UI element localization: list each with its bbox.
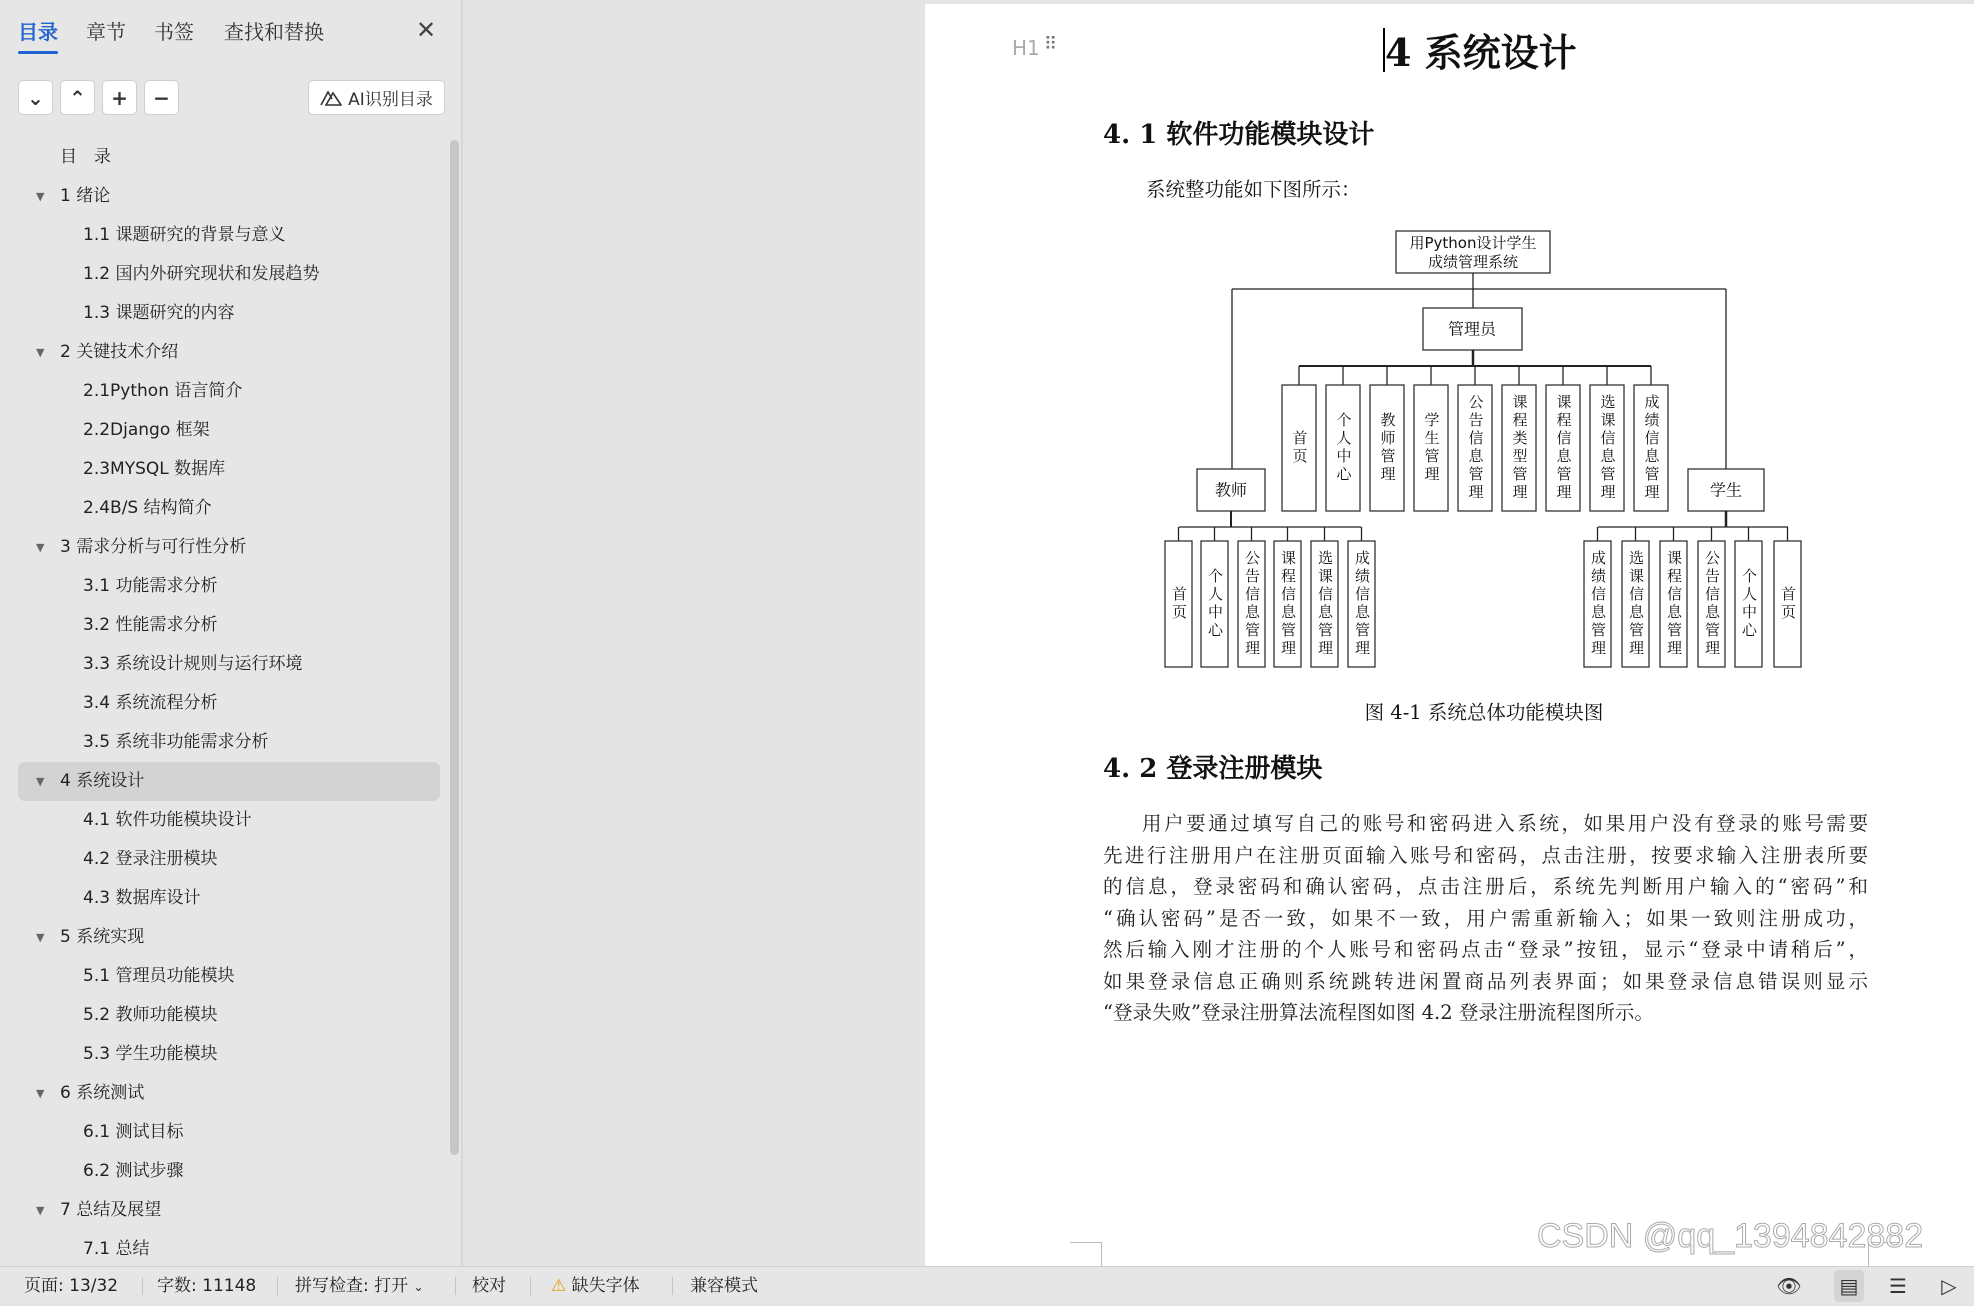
toc-item-label: 5 系统实现 <box>60 927 145 947</box>
node-label-box <box>1584 541 1611 667</box>
collapse-triangle-icon[interactable]: ▼ <box>36 931 45 944</box>
ai-toc-label: AI识别目录 <box>348 90 433 110</box>
paragraph-line: 然后输入刚才注册的个人账号和密码点击“登录”按钮，显示“登录中请稍后”， <box>1103 938 1868 961</box>
collapse-triangle-icon[interactable]: ▼ <box>36 775 45 788</box>
node-label: 个人中心 <box>1740 568 1758 640</box>
node-label: 选课信息管理 <box>1316 550 1334 658</box>
toc-item-label: 1.2 国内外研究现状和发展趋势 <box>83 264 320 284</box>
node-label: 教师管理 <box>1378 412 1397 484</box>
tab-toc[interactable]: 目录 <box>18 16 58 45</box>
tab-bookmarks[interactable]: 书签 <box>154 20 194 44</box>
status-bar <box>0 1266 1974 1304</box>
node-label-box <box>1201 541 1228 667</box>
collapse-triangle-icon[interactable]: ▼ <box>36 541 45 554</box>
node-label-box <box>1370 385 1404 511</box>
node-label: 用Python设计学生 <box>1409 234 1537 252</box>
toc-item-label: 5.1 管理员功能模块 <box>83 966 235 986</box>
node-label: 成绩管理系统 <box>1427 253 1519 271</box>
node-label: 个人中心 <box>1334 412 1353 484</box>
toc-item-label: 3.5 系统非功能需求分析 <box>83 732 269 752</box>
node-label: 选课信息管理 <box>1598 394 1617 502</box>
heading-4-1: 4. 1 软件功能模块设计 <box>1103 120 1375 150</box>
node-label: 个人中心 <box>1206 568 1224 640</box>
node-label: 首页 <box>1170 586 1188 622</box>
word-count[interactable]: 字数: 11148 <box>157 1276 257 1296</box>
node-label-box <box>1774 541 1801 667</box>
paragraph-line: “登录失败”登录注册算法流程图如图 4.2 登录注册流程图所示。 <box>1103 1001 1654 1024</box>
node-label: 选课信息管理 <box>1627 550 1645 658</box>
compat-mode: 兼容模式 <box>690 1276 758 1296</box>
toc-item-label: 6.1 测试目标 <box>83 1122 184 1142</box>
heading-level-marker: H1 <box>1012 36 1040 60</box>
play-icon[interactable]: ▷ <box>1941 1274 1957 1298</box>
node-label: 教师 <box>1214 480 1248 500</box>
toc-item-label: 1.1 课题研究的背景与意义 <box>83 225 286 245</box>
page-count[interactable]: 页面: 13/32 <box>24 1276 119 1296</box>
node-label-box <box>1238 541 1265 667</box>
node-label: 公告信息管理 <box>1243 550 1261 658</box>
node-label: 课程信息管理 <box>1554 394 1573 502</box>
toc-item-label: 3.3 系统设计规则与运行环境 <box>83 654 303 674</box>
toc-item-label: 4 系统设计 <box>60 771 145 791</box>
node-label: 课程信息管理 <box>1279 550 1297 658</box>
toc-item-label: 2.4B/S 结构简介 <box>83 498 212 518</box>
body-paragraph <box>1103 808 1868 1029</box>
node-label: 首页 <box>1779 586 1797 622</box>
node-label-box <box>1590 385 1624 511</box>
toc-item-label: 3.4 系统流程分析 <box>83 693 218 713</box>
collapse-triangle-icon[interactable]: ▼ <box>36 1087 45 1100</box>
node-label: 成绩信息管理 <box>1589 550 1607 658</box>
toc-item-label: 4.2 登录注册模块 <box>83 849 218 869</box>
missing-font-label: 缺失字体 <box>571 1276 640 1296</box>
node-label-box <box>1502 385 1536 511</box>
paragraph-line: 的信息，登录密码和确认密码，点击注册后，系统先判断用户输入的“密码”和 <box>1103 875 1868 898</box>
node-label-box <box>1622 541 1649 667</box>
paragraph-line: 如果登录信息正确则系统跳转进闲置商品列表界面；如果登录信息错误则显示 <box>1103 969 1868 993</box>
spell-check-label: 拼写检查: 打开 <box>295 1276 409 1296</box>
minus-icon: − <box>153 85 170 110</box>
outline-view-icon[interactable]: ☰ <box>1889 1274 1907 1298</box>
node-label-box <box>1326 385 1360 511</box>
spell-check-toggle[interactable] <box>295 1267 424 1306</box>
toc-item-label: 1.3 课题研究的内容 <box>83 303 235 323</box>
node-label: 公告信息管理 <box>1703 550 1721 658</box>
figure-caption: 图 4-1 系统总体功能模块图 <box>1364 701 1604 724</box>
node-label-box <box>1735 541 1762 667</box>
toc-item-label: 6.2 测试步骤 <box>83 1161 184 1181</box>
toc-item-label: 2 关键技术介绍 <box>60 342 179 362</box>
paragraph-line: 用户要通过填写自己的账号和密码进入系统，如果用户没有登录的账号需要 <box>1142 812 1868 835</box>
paragraph-line: “确认密码”是否一致，如果不一致，用户需重新输入；如果一致则注册成功， <box>1103 906 1868 930</box>
close-icon[interactable]: ✕ <box>416 16 437 44</box>
node-label-box <box>1660 541 1687 667</box>
node-label-box <box>1546 385 1580 511</box>
toc-item-label: 4.1 软件功能模块设计 <box>83 810 252 830</box>
toc-item-label: 3 需求分析与可行性分析 <box>60 537 247 557</box>
node-label-box <box>1348 541 1375 667</box>
missing-font-button[interactable] <box>551 1267 640 1305</box>
node-label: 首页 <box>1290 430 1309 466</box>
node-label-box <box>1165 541 1192 667</box>
drag-handle-icon[interactable]: ⠿ <box>1044 34 1056 55</box>
node-label-box <box>1282 385 1316 511</box>
collapse-triangle-icon[interactable]: ▼ <box>36 190 45 203</box>
node-label-box <box>1634 385 1668 511</box>
node-label: 课程信息管理 <box>1665 550 1683 658</box>
tab-find-replace[interactable]: 查找和替换 <box>224 20 324 44</box>
node-label: 公告信息管理 <box>1466 394 1485 502</box>
node-label-box <box>1698 541 1725 667</box>
node-label: 成绩信息管理 <box>1642 394 1661 502</box>
toc-item-label: 5.3 学生功能模块 <box>83 1044 218 1064</box>
toc-item-label: 2.2Django 框架 <box>83 420 210 440</box>
toc-item-label: 6 系统测试 <box>60 1083 145 1103</box>
heading-1: 4 系统设计 <box>1385 30 1577 75</box>
toc-item-label: 2.3MYSQL 数据库 <box>83 459 226 479</box>
collapse-triangle-icon[interactable]: ▼ <box>36 346 45 359</box>
toc-item-label: 1 绪论 <box>60 186 111 206</box>
chevron-up-icon: ⌃ <box>69 85 86 110</box>
proofread-button[interactable]: 校对 <box>472 1276 506 1296</box>
toc-item-label: 目 录 <box>60 147 111 167</box>
collapse-triangle-icon[interactable]: ▼ <box>36 1204 45 1217</box>
page-corner-mark <box>1070 1242 1102 1266</box>
toc-item-label: 3.1 功能需求分析 <box>83 576 218 596</box>
node-label: 学生 <box>1709 480 1743 500</box>
intro-text: 系统整功能如下图所示： <box>1146 178 1361 201</box>
toc-item-label: 4.3 数据库设计 <box>83 888 201 908</box>
paragraph-line: 先进行注册用户在注册页面输入账号和密码，点击注册，按要求输入注册表所要 <box>1103 843 1868 867</box>
page-view-icon[interactable]: ▤ <box>1834 1270 1864 1302</box>
toc-item-label: 7.1 总结 <box>83 1239 150 1259</box>
eye-icon[interactable]: 👁 <box>1776 1274 1802 1298</box>
node-label-box <box>1414 385 1448 511</box>
tab-chapters[interactable]: 章节 <box>86 20 126 44</box>
toc-item-label: 5.2 教师功能模块 <box>83 1005 218 1025</box>
node-label-box <box>1311 541 1338 667</box>
toc-item-label: 7 总结及展望 <box>60 1200 162 1220</box>
watermark: CSDN @qq_1394842882 <box>1537 1217 1924 1255</box>
node-label-box <box>1274 541 1301 667</box>
toc-item-label: 3.2 性能需求分析 <box>83 615 218 635</box>
heading-4-2: 4. 2 登录注册模块 <box>1103 754 1323 784</box>
node-label: 学生管理 <box>1422 412 1441 484</box>
chevron-down-icon: ⌄ <box>27 85 44 110</box>
toc-item-label: 2.1Python 语言简介 <box>83 381 243 401</box>
node-label: 课程类型管理 <box>1510 394 1529 502</box>
node-label: 管理员 <box>1447 319 1497 339</box>
node-label: 成绩信息管理 <box>1353 550 1371 658</box>
plus-icon: + <box>111 85 128 110</box>
node-label-box <box>1458 385 1492 511</box>
chevron-down-icon: ⌄ <box>413 1280 424 1294</box>
warning-icon: ⚠ <box>551 1276 567 1296</box>
